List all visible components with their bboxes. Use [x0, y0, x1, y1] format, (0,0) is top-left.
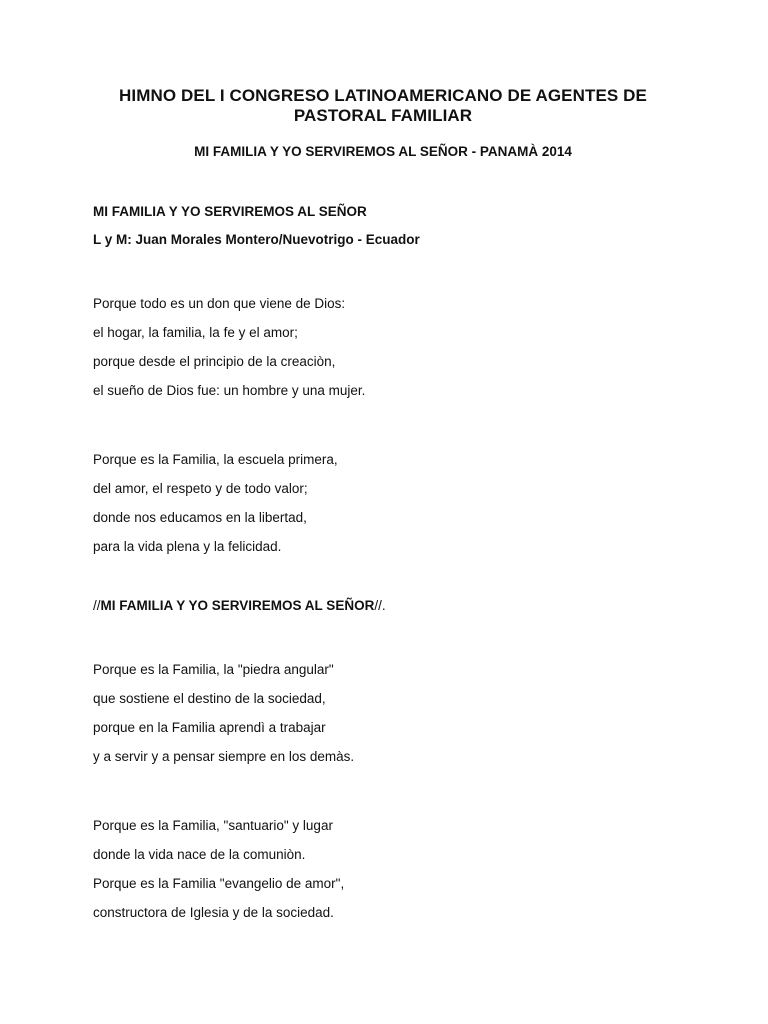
stanza-line: donde la vida nace de la comuniòn. — [93, 847, 306, 862]
stanza-line: para la vida plena y la felicidad. — [93, 539, 282, 554]
chorus-text: MI FAMILIA Y YO SERVIREMOS AL SEÑOR — [100, 598, 375, 613]
song-title: MI FAMILIA Y YO SERVIREMOS AL SEÑOR — [93, 204, 367, 219]
stanza-line: y a servir y a pensar siempre en los demàs. — [93, 749, 355, 764]
stanza-line: Porque todo es un don que viene de Dios: — [93, 296, 346, 311]
stanza-line: porque en la Familia aprendì a trabajar — [93, 720, 326, 735]
stanza-1 — [93, 289, 708, 405]
stanza-line: que sostiene el destino de la sociedad, — [93, 691, 326, 706]
stanza-line: constructora de Iglesia y de la sociedad. — [93, 905, 334, 920]
title-line-1: HIMNO DEL I CONGRESO LATINOAMERICANO DE AGENTES DE — [119, 86, 647, 105]
stanza-line: Porque es la Familia, la "piedra angular" — [93, 662, 334, 677]
stanza-line: Porque es la Familia, "santuario" y lugar — [93, 818, 333, 833]
stanza-line: Porque es la Familia, la escuela primera, — [93, 452, 338, 467]
chorus-suffix: //. — [374, 598, 386, 613]
document-title — [83, 86, 683, 126]
stanza-3 — [93, 655, 708, 771]
stanza-line: Porque es la Familia "evangelio de amor", — [93, 876, 345, 891]
stanza-line: del amor, el respeto y de todo valor; — [93, 481, 308, 496]
document-subtitle: MI FAMILIA Y YO SERVIREMOS AL SEÑOR - PANAMÀ 2014 — [194, 144, 572, 159]
stanza-2 — [93, 445, 708, 561]
song-credits: L y M: Juan Morales Montero/Nuevotrigo - Ecuador — [93, 232, 420, 247]
title-line-2: PASTORAL FAMILIAR — [293, 106, 473, 125]
stanza-line: el hogar, la familia, la fe y el amor; — [93, 325, 298, 340]
stanza-4 — [93, 811, 708, 927]
chorus-prefix: // — [93, 598, 101, 613]
stanza-line: donde nos educamos en la libertad, — [93, 510, 307, 525]
stanza-line: porque desde el principio de la creaciòn, — [93, 354, 336, 369]
stanza-line: el sueño de Dios fue: un hombre y una mujer. — [93, 383, 366, 398]
chorus — [93, 597, 708, 615]
